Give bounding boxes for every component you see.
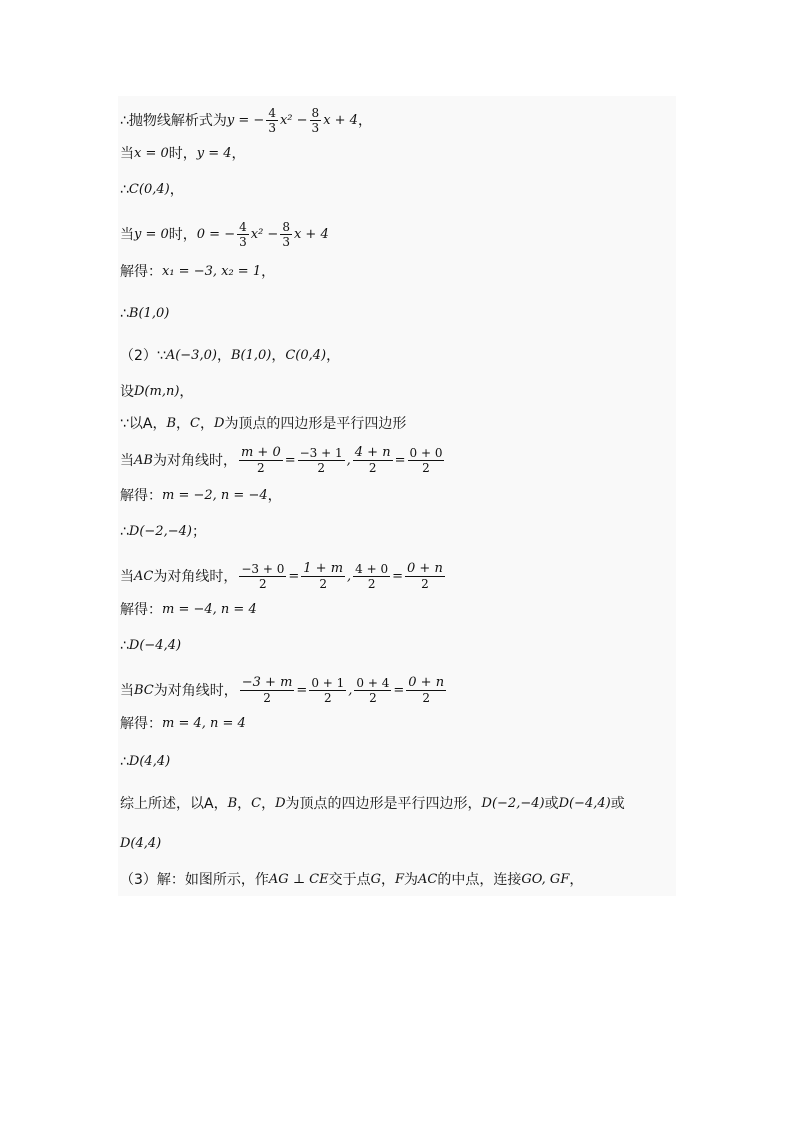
text-segment: （3）解：如图所示，作 (120, 872, 269, 888)
fraction-numerator: 4 (268, 106, 276, 120)
math-segment: D(−2,−4) (481, 796, 545, 811)
text-segment: ， (261, 264, 276, 280)
line-summary-continued (120, 834, 161, 854)
text-segment: 解得： (120, 264, 162, 280)
math-segment: AG ⊥ CE (268, 872, 329, 887)
text-segment: ∴ (120, 754, 129, 770)
text-segment: ， (326, 348, 341, 364)
math-segment: D (214, 416, 225, 431)
text-segment: 解得： (120, 602, 162, 618)
line-summary (120, 794, 625, 814)
fraction-denominator: 2 (367, 577, 376, 591)
text-segment: 当 (120, 568, 134, 585)
fraction-denominator: 2 (369, 691, 377, 705)
math-segment: y = 0 (134, 226, 169, 242)
fraction-denominator: 2 (263, 691, 271, 705)
math-segment: BC (134, 682, 154, 698)
fraction-numerator: 1 + m (303, 561, 344, 576)
math-segment: C(0,4) (128, 182, 170, 197)
text-segment: 当 (120, 452, 134, 469)
line-case-ac (120, 562, 447, 591)
line-case-ab (120, 446, 446, 475)
math-segment: AC (134, 568, 154, 584)
text-segment: 为顶点的四边形是平行四边形 (224, 416, 407, 432)
math-segment: C (251, 796, 262, 811)
math-segment: m = 4, n = 4 (162, 716, 246, 731)
text-segment: 当 (120, 226, 134, 243)
fraction-numerator: 0 + 0 (409, 446, 443, 460)
math-segment: D(4,4) (120, 836, 162, 851)
math-segment: D(−4,4) (128, 638, 182, 653)
math-segment: D(4,4) (128, 754, 171, 769)
line-d-bc (120, 752, 170, 772)
equals-sign: = (284, 452, 296, 468)
comma: , (348, 682, 353, 698)
text-segment: ， (169, 182, 184, 198)
text-segment: 为对角线时， (153, 568, 238, 585)
math-segment: x² − (279, 112, 308, 128)
math-segment: y = 4 (196, 146, 232, 161)
line-solve-ab (120, 486, 282, 506)
fraction-numerator: 4 (239, 220, 247, 234)
text-segment: 解得： (120, 716, 162, 732)
text-segment: 为对角线时， (153, 682, 238, 699)
text-segment: ， (271, 348, 286, 364)
math-segment: B (166, 416, 177, 431)
text-segment: 当 (120, 682, 134, 699)
math-segment: C(0,4) (285, 348, 327, 363)
text-segment: 或 (610, 796, 625, 812)
text-segment: ， (357, 112, 372, 129)
line-solve-ac (120, 600, 257, 620)
text-segment: ∴ (120, 524, 129, 540)
text-segment: （2）∵ (120, 348, 166, 364)
fraction-numerator: −3 + 1 (299, 446, 343, 460)
math-segment: x = 0 (134, 146, 169, 161)
math-segment: GO, GF (521, 872, 570, 887)
text-segment: 为 (404, 872, 419, 888)
line-part3 (120, 870, 583, 890)
equals-sign: = (392, 568, 404, 584)
fraction-numerator: 4 + 0 (355, 562, 389, 576)
math-segment: B(1,0) (230, 348, 272, 363)
fraction-numerator: 0 + 4 (356, 676, 390, 690)
fraction (406, 676, 446, 705)
math-segment: m = −2, n = −4 (162, 488, 268, 503)
line-parabola-equation (120, 106, 372, 135)
fraction (239, 562, 286, 591)
fraction (353, 562, 390, 591)
math-segment: D(−4,4) (558, 796, 611, 811)
fraction (354, 676, 391, 705)
math-segment: AB (134, 452, 153, 468)
text-segment: 的中点，连接 (437, 872, 522, 888)
math-segment: F (395, 872, 405, 887)
fraction (310, 106, 322, 135)
math-segment: G (370, 872, 382, 887)
text-segment: ， (176, 416, 191, 432)
text-segment: 综上所述，以A， (120, 796, 228, 812)
math-segment: AC (418, 872, 438, 887)
fraction (298, 446, 345, 475)
math-segment: D(−2,−4) (128, 524, 192, 539)
fraction-denominator: 3 (239, 235, 247, 249)
math-segment: D(m,n) (134, 384, 180, 399)
math-segment: x² − (250, 226, 279, 242)
text-segment: ， (381, 872, 396, 888)
line-set-d (120, 382, 193, 402)
text-segment: 或 (544, 796, 559, 812)
text-segment: ∴ (120, 638, 129, 654)
fraction-denominator: 2 (319, 577, 327, 591)
math-segment: y = − (226, 112, 265, 128)
text-segment: ∴ (120, 182, 129, 198)
text-segment: 当 (120, 146, 134, 162)
fraction-numerator: 8 (311, 106, 320, 120)
text-segment: 时， (168, 226, 197, 243)
fraction (408, 446, 445, 475)
text-segment: ， (261, 796, 276, 812)
fraction-denominator: 2 (422, 461, 430, 475)
text-segment: ∵以A， (120, 416, 167, 432)
fraction (309, 676, 346, 705)
text-segment: ， (200, 416, 214, 432)
text-segment: ， (179, 384, 194, 400)
fraction-numerator: −3 + 0 (241, 562, 285, 576)
fraction-denominator: 3 (268, 121, 276, 135)
fraction (239, 446, 283, 475)
fraction-numerator: 8 (282, 220, 290, 234)
comma: , (347, 568, 352, 584)
text-segment: 解得： (120, 488, 162, 504)
fraction-denominator: 3 (282, 235, 290, 249)
line-solve-x (120, 262, 275, 282)
fraction (405, 562, 445, 591)
line-d-ac (120, 636, 181, 656)
text-segment: 时， (168, 146, 197, 162)
fraction-numerator: 0 + 1 (311, 676, 345, 690)
line-d-ab (120, 522, 206, 542)
text-segment: ， (237, 796, 252, 812)
fraction-denominator: 2 (317, 461, 325, 475)
fraction (301, 562, 345, 591)
fraction-denominator: 3 (311, 121, 320, 135)
math-segment: x₁ = −3, x₂ = 1 (162, 264, 262, 279)
line-point-b (120, 304, 169, 324)
fraction-denominator: 2 (259, 577, 267, 591)
math-segment: B (227, 796, 238, 811)
text-segment: 为顶点的四边形是平行四边形， (285, 796, 482, 812)
math-segment: x + 4 (293, 226, 329, 242)
fraction-numerator: 0 + n (407, 561, 443, 576)
line-parallelogram-premise (120, 414, 406, 434)
fraction-numerator: 0 + n (408, 675, 445, 690)
text-segment: ， (569, 872, 584, 888)
math-segment: B(1,0) (128, 306, 170, 321)
text-segment: ， (267, 488, 282, 504)
text-segment: 设 (120, 384, 134, 400)
text-segment: ∴ (120, 306, 129, 322)
equals-sign: = (394, 452, 406, 468)
fraction (280, 220, 292, 249)
text-segment: ； (191, 524, 206, 540)
fraction-denominator: 2 (257, 461, 265, 475)
math-segment: m = −4, n = 4 (162, 602, 257, 617)
line-when-x-zero (120, 144, 246, 164)
line-case-bc (120, 676, 448, 705)
fraction-numerator: 4 + n (354, 445, 391, 460)
text-segment: ∴抛物线解析式为 (120, 112, 227, 129)
fraction-denominator: 2 (422, 691, 430, 705)
text-segment: ， (231, 146, 246, 162)
text-segment: 为对角线时， (152, 452, 237, 469)
fraction (266, 106, 278, 135)
text-segment: 交于点 (328, 872, 371, 888)
fraction-numerator: m + 0 (240, 445, 281, 460)
equals-sign: = (288, 568, 300, 584)
fraction (237, 220, 249, 249)
math-segment: 0 = − (196, 226, 236, 242)
fraction-denominator: 2 (368, 461, 377, 475)
line-point-c (120, 180, 184, 200)
math-segment: C (190, 416, 200, 431)
line-when-y-zero (120, 220, 329, 249)
equals-sign: = (296, 682, 308, 698)
fraction-denominator: 2 (421, 577, 429, 591)
line-solve-bc (120, 714, 246, 734)
math-segment: x + 4 (323, 112, 358, 128)
text-segment: ， (216, 348, 231, 364)
equals-sign: = (393, 682, 405, 698)
fraction (353, 446, 393, 475)
fraction (240, 676, 295, 705)
math-segment: D (275, 796, 286, 811)
comma: , (346, 452, 351, 468)
math-segment: A(−3,0) (165, 348, 217, 363)
line-part2-points (120, 346, 340, 366)
fraction-numerator: −3 + m (241, 675, 293, 690)
fraction-denominator: 2 (323, 691, 332, 705)
